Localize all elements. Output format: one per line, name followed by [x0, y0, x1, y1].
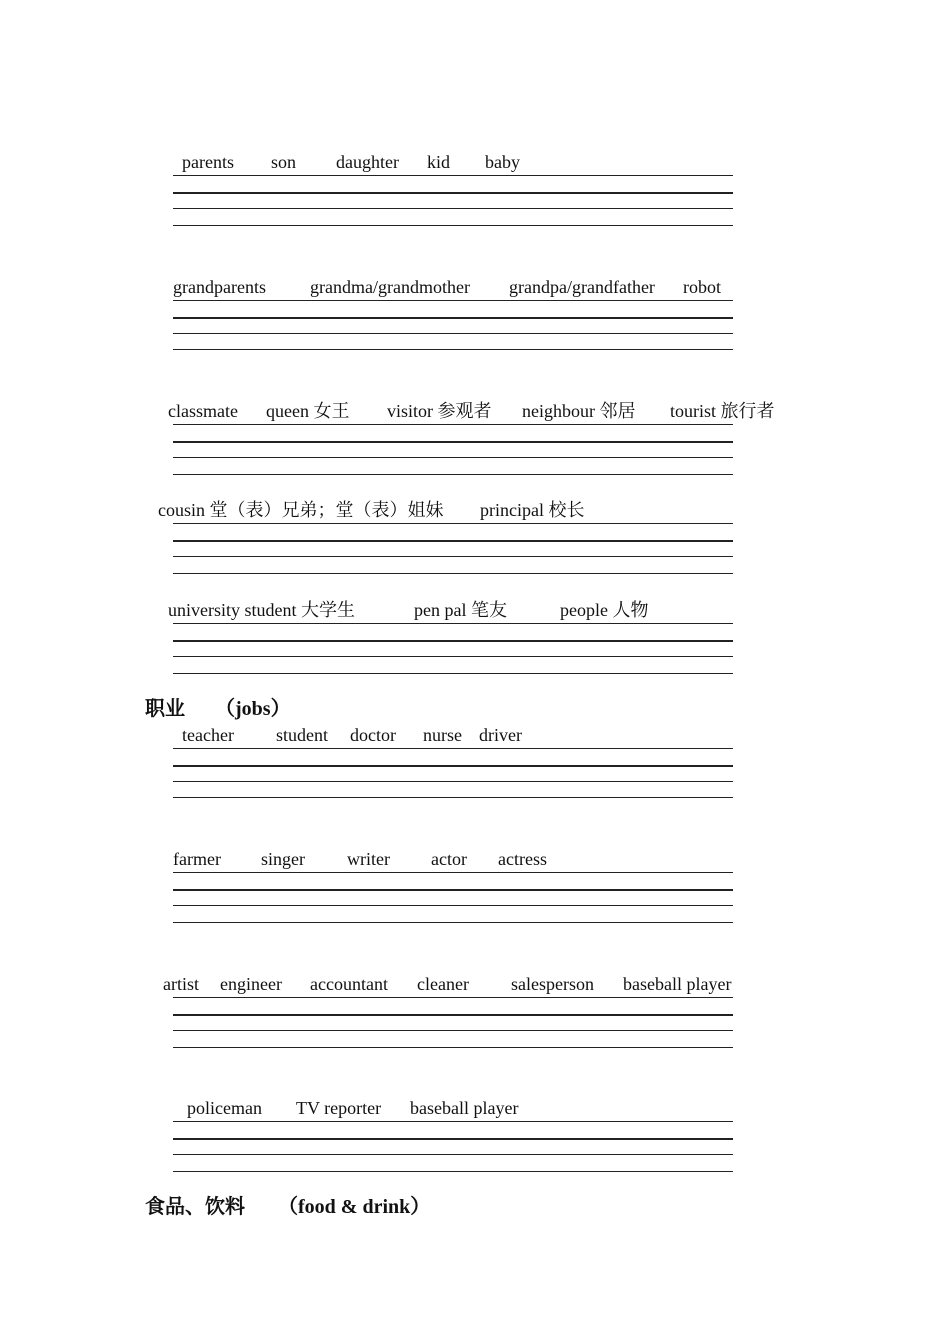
writing-line	[173, 1171, 733, 1172]
vocab-word: baseball player	[410, 1098, 519, 1118]
vocab-word: baseball player	[623, 974, 732, 994]
vocab-word: grandma/grandmother	[310, 277, 470, 297]
vocab-word: singer	[261, 849, 305, 869]
section-heading-jobs	[145, 697, 345, 721]
vocab-word: daughter	[336, 152, 399, 172]
vocab-word: TV reporter	[296, 1098, 382, 1118]
vocab-word: student	[276, 725, 328, 745]
vocab-word: salesperson	[511, 974, 594, 994]
section-heading-en: （food & drink）	[278, 1196, 431, 1218]
writing-line	[173, 997, 733, 998]
vocab-word: people 人物	[560, 600, 649, 620]
vocab-word: writer	[347, 849, 390, 869]
writing-line	[173, 1138, 733, 1140]
writing-line	[173, 556, 733, 557]
vocab-word: grandparents	[173, 277, 266, 297]
writing-line	[173, 333, 733, 334]
writing-line	[173, 573, 733, 574]
vocab-word: cousin 堂（表）兄弟；堂（表）姐妹	[158, 500, 444, 520]
section-heading-zh: 食品、饮料	[145, 1196, 245, 1218]
writing-line	[173, 1014, 733, 1016]
section-heading-en: （jobs）	[215, 698, 291, 720]
vocab-word: doctor	[350, 725, 396, 745]
section-heading-zh: 职业	[145, 698, 185, 720]
writing-line	[173, 623, 733, 624]
vocab-word: kid	[427, 152, 451, 172]
section-heading-food-drink	[145, 1195, 465, 1219]
writing-line	[173, 441, 733, 443]
writing-line	[173, 1154, 733, 1155]
vocab-word: farmer	[173, 849, 221, 869]
vocab-word: tourist 旅行者	[670, 401, 775, 421]
vocab-word: driver	[479, 725, 522, 745]
writing-line	[173, 797, 733, 798]
vocab-word: teacher	[182, 725, 234, 745]
vocab-word: nurse	[423, 725, 462, 745]
writing-line	[173, 317, 733, 319]
writing-line	[173, 889, 733, 891]
writing-line	[173, 1121, 733, 1122]
writing-line	[173, 673, 733, 674]
writing-line	[173, 175, 733, 176]
vocab-word: artist	[163, 974, 199, 994]
vocab-word: principal 校长	[480, 500, 585, 520]
vocab-word: grandpa/grandfather	[509, 277, 655, 297]
writing-line	[173, 457, 733, 458]
writing-line	[173, 424, 733, 425]
writing-line	[173, 523, 733, 524]
vocab-word: baby	[485, 152, 520, 172]
writing-line	[173, 640, 733, 642]
writing-line	[173, 922, 733, 923]
vocab-word: actor	[431, 849, 467, 869]
writing-line	[173, 656, 733, 657]
vocab-word: robot	[683, 277, 721, 297]
writing-line	[173, 1047, 733, 1048]
vocab-word: accountant	[310, 974, 388, 994]
vocab-word: parents	[182, 152, 234, 172]
writing-line	[173, 300, 733, 301]
vocab-word: engineer	[220, 974, 282, 994]
vocab-word: visitor 参观者	[387, 401, 492, 421]
vocab-word: cleaner	[417, 974, 469, 994]
vocab-word: queen 女王	[266, 401, 350, 421]
writing-line	[173, 540, 733, 542]
vocab-word: actress	[498, 849, 547, 869]
writing-line	[173, 765, 733, 767]
vocab-word: neighbour 邻居	[522, 401, 636, 421]
writing-line	[173, 349, 733, 350]
writing-line	[173, 192, 733, 194]
writing-line	[173, 872, 733, 873]
writing-line	[173, 474, 733, 475]
writing-line	[173, 748, 733, 749]
vocab-word: pen pal 笔友	[414, 600, 507, 620]
writing-line	[173, 905, 733, 906]
vocab-word: classmate	[168, 401, 238, 421]
writing-line	[173, 225, 733, 226]
vocab-word: university student 大学生	[168, 600, 355, 620]
writing-line	[173, 1030, 733, 1031]
vocab-word: policeman	[187, 1098, 262, 1118]
vocab-word: son	[271, 152, 297, 172]
writing-line	[173, 208, 733, 209]
writing-line	[173, 781, 733, 782]
